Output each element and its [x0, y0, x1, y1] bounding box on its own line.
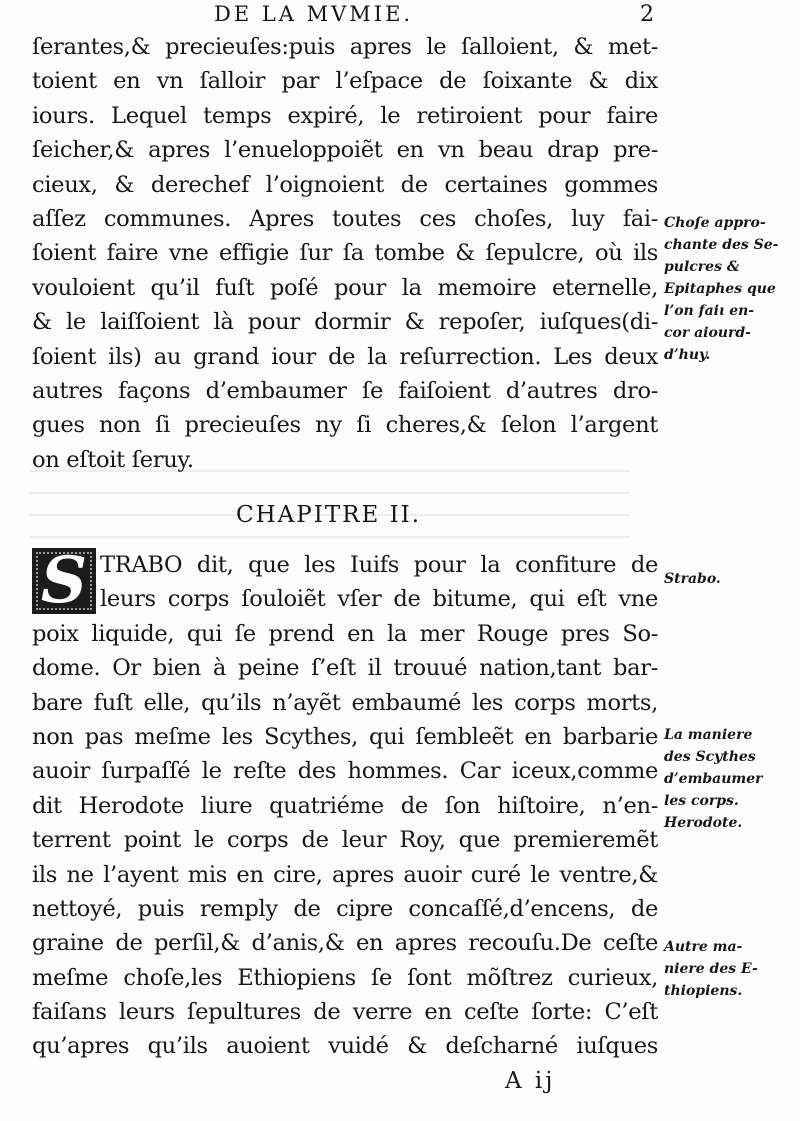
margin-note-line: thiopiens.	[664, 983, 743, 999]
text-line: meſme choſe,les Ethiopiens ſe ſont mõſtrez curieux,	[32, 964, 658, 991]
text-line: dome. Or bien à peine ſ’eſt il trouué nation,tant bar-	[32, 655, 658, 682]
margin-note-strabo	[664, 568, 794, 590]
text-line: ſerantes,& precieuſes:puis apres le ſalloient, & met-	[32, 34, 658, 60]
margin-note-line: pulcres &	[664, 259, 740, 275]
margin-note-sepulcres	[664, 212, 794, 366]
chapter-heading: CHAPITRE II.	[236, 502, 422, 528]
text-line: nettoyé, puis remply de cipre concaſſé,d’encens, de	[32, 895, 658, 922]
drop-cap-letter: S	[40, 543, 88, 618]
body-paragraph-1	[32, 30, 658, 477]
text-line: vouloient qu’il fuſt poſé pour la memoire eternelle,	[32, 274, 658, 301]
text-line: TRABO dit, que les Iuifs pour la confiture de	[100, 552, 658, 578]
text-line: gues non ſi precieuſes ny ſi cheres,& ſelon l’argent	[32, 412, 658, 439]
text-line: qu’apres qu’ils auoient vuidé & deſcharné iuſques	[32, 1033, 658, 1060]
margin-note-scythes	[664, 724, 794, 834]
margin-note-line: Strabo.	[664, 571, 721, 587]
margin-note-ethiopiens	[664, 936, 794, 1002]
text-line: ils ne l’ayent mis en cire, apres auoir curé le ventre,&	[32, 861, 658, 888]
text-line: graine de perſil,& d’anis,& en apres recouſu.De ceſte	[32, 930, 658, 957]
text-line: ſeicher,& apres l’enueloppoiẽt en vn beau drap pre-	[32, 137, 658, 164]
text-line: faiſans leurs ſepultures de verre en ceſte ſorte: C’eſt	[32, 999, 658, 1026]
margin-note-line: d’huy.	[664, 347, 711, 363]
margin-note-line: cor aiourd-	[664, 325, 751, 341]
margin-note-line: Choſe appro-	[664, 215, 766, 231]
text-line: autres façons d’embaumer ſe faiſoient d’autres dro-	[32, 377, 658, 404]
text-line: bare fuſt elle, qu’ils n’ayẽt embaumé les corps morts,	[32, 689, 658, 716]
text-line: poix liquide, qui ſe prend en la mer Rouge pres So-	[32, 620, 658, 647]
text-line: & le laiſſoient là pour dormir & repoſer, iuſques(di-	[32, 309, 658, 336]
margin-note-line: Epitaphes que	[664, 281, 776, 297]
text-line: toient en vn ſalloir par l’eſpace de ſoixante & dix	[32, 68, 658, 95]
margin-note-line: des Scythes	[664, 749, 756, 765]
text-line: leurs corps ſouloiẽt vſer de bitume, qui eſt vne	[100, 586, 658, 613]
margin-note-line: l’on faiɩ en-	[664, 303, 755, 319]
margin-note-line: les corps.	[664, 793, 739, 809]
page-number: 2	[640, 2, 654, 27]
text-line: dit Herodote liure quatriéme de ſon hiſtoire, n’en-	[32, 792, 658, 819]
margin-note-line: Autre ma-	[664, 939, 743, 955]
text-line: terrent point le corps de leur Roy, que premieremẽt	[32, 827, 658, 854]
running-head	[0, 0, 800, 28]
running-head-title: DE LA MVMIE.	[214, 2, 414, 26]
margin-note-line: La maniere	[664, 727, 753, 743]
body-paragraph-2	[32, 548, 658, 1064]
margin-note-line: d’embaumer	[664, 771, 763, 787]
text-line: cieux, & derechef l’oignoient de certaines gommes	[32, 171, 658, 198]
signature-mark: A ij	[505, 1068, 556, 1094]
text-line: on eſtoit ſeruy.	[32, 446, 194, 473]
text-line: aſſez communes. Apres toutes ces choſes, luy fai-	[32, 205, 658, 232]
text-line: iours. Lequel temps expiré, le retiroient pour faire	[32, 102, 658, 129]
text-line: ſoient ils) au grand iour de la reſurrection. Les deux	[32, 343, 658, 370]
margin-note-line: niere des E-	[664, 961, 758, 977]
margin-note-line: chante des Se-	[664, 237, 779, 253]
text-line: ſoient faire vne effigie ſur ſa tombe & ſepulcre, où ils	[32, 240, 658, 267]
text-line: auoir ſurpaſſé le reſte des hommes. Car iceux,comme	[32, 758, 658, 785]
margin-note-line: Herodote.	[664, 815, 743, 831]
text-line: non pas meſme les Scythes, qui ſembleẽt en barbarie	[32, 723, 658, 750]
